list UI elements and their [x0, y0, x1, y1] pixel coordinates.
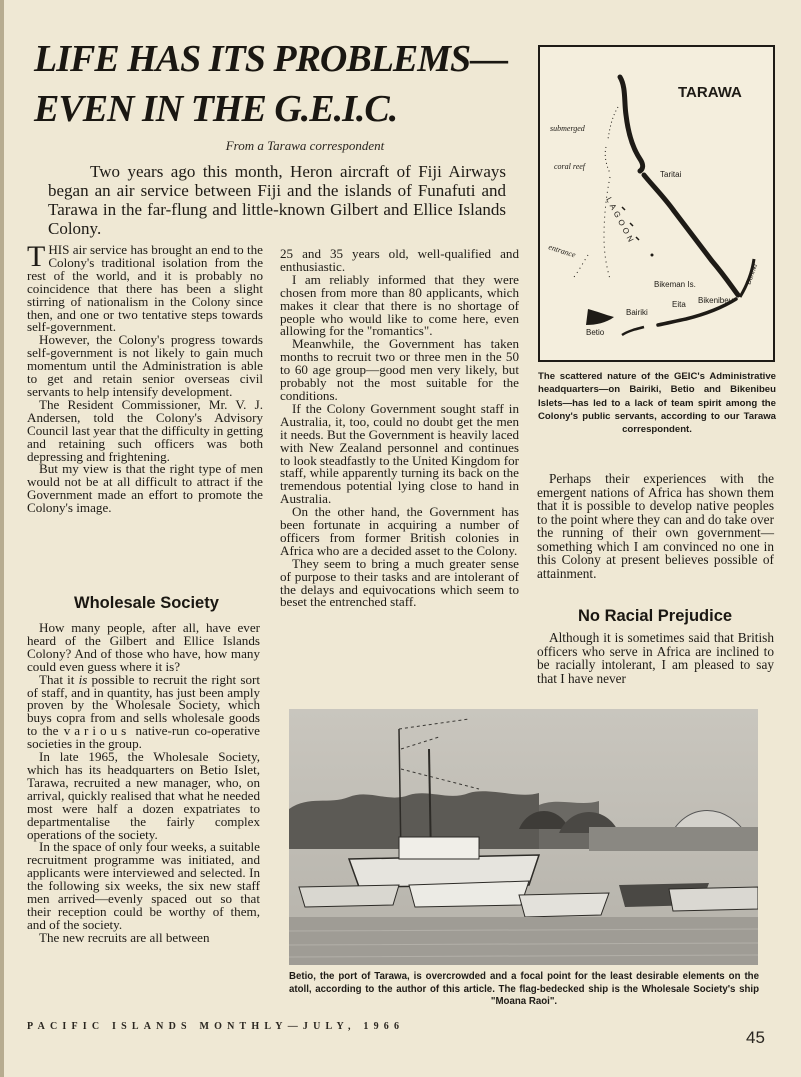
map-label-lagoon: LAGOON	[604, 195, 637, 247]
paragraph: How many people, after all, have ever heard of the Gilbert and Ellice Islands Colony? And of those who have, how many could even guess where it is?	[27, 620, 260, 674]
west-reef	[574, 177, 610, 279]
article-title	[34, 34, 534, 134]
drop-cap: T	[27, 240, 46, 273]
paragraph: The Resident Commissioner, Mr. V. J. Andersen, told the Colony's Advisory Council last year that the difficulty in getting and retaining such officers was both depressing and frightening.	[27, 396, 263, 464]
map-label-coral-reef: coral reef	[554, 162, 586, 171]
paragraph: In late 1965, the Wholesale Society, which has its headquarters on Betio Islet, Tarawa, recruited a new manager, who, on arrival, quickly realised that what he needed most were half a dozen expatriates to departmentalise the fairly complex operations of the society.	[27, 749, 260, 842]
column-1-continued	[27, 622, 260, 945]
photo-drawing	[289, 709, 758, 965]
east-island-chain	[644, 175, 738, 295]
subheading-no-racial-prejudice: No Racial Prejudice	[578, 607, 733, 625]
paragraph: I am reliably informed that they were chosen from more than 80 applicants, which makes it clear that there is no shortage of people who would like to come here, even allowing for the "romantics".	[280, 271, 519, 339]
title-line-2: EVEN IN THE G.E.I.C.	[34, 88, 398, 130]
bikeman-dot	[651, 254, 654, 257]
south-islets	[622, 327, 644, 335]
paragraph: But my view is that the right type of men would not be at all difficult to attract if the Government made an effort to promote the Colony's image.	[27, 461, 263, 516]
paragraph: The new recruits are all between	[39, 929, 210, 945]
map-label-eita: Eita	[672, 300, 686, 309]
paragraph: That it is possible to recruit the right sort of staff, and in quantity, has just been amply proven by the Wholesale Society, which buys copra from and sells wholesale goods to the various native-run co-operative societies in the group.	[27, 671, 260, 752]
column-1	[27, 240, 263, 516]
harbour-photo	[289, 709, 758, 965]
map-label-bairiki: Bairiki	[626, 308, 648, 317]
paragraph: In the space of only four weeks, a suitable recruitment programme was initiated, and applicants were interviewed and selected. In the following six weeks, the six new staff men arrived—evenly spaced out so that their reception could be worthy of them, and of the society.	[27, 839, 260, 932]
paragraph: If the Colony Government sought staff in Australia, it, too, could no doubt get the men it needs. But the Government is heavily laced with New Zealand personnel and continues to look steadfastly to the United Kingdom for staff, while apparently turning its back on the tremendous potential lying close to hand in Australia.	[280, 400, 519, 507]
map-label-submerged: submerged	[550, 124, 585, 133]
map-label-bikeman: Bikeman Is.	[654, 280, 696, 289]
paragraph: 25 and 35 years old, well-qualified and enthusiastic.	[280, 246, 519, 274]
tarawa-map	[538, 45, 775, 362]
byline: From a Tarawa correspondent	[225, 138, 385, 153]
paragraph: Although it is sometimes said that British officers who serve in Africa are inclined to be racially intolerant, I am pleased to say that I have never	[537, 630, 774, 686]
intro-paragraph: Two years ago this month, Heron aircraft of Fiji Airways began an air service between Fiji and the islands of Funafuti and Tarawa in the far-flung and little-known Gilbert and Ellice Islands Colony.	[48, 162, 506, 238]
paragraph: On the other hand, the Government has been fortunate in acquiring a number of officers from former British colonies in Africa who are a decided asset to the Colony.	[280, 504, 519, 558]
subheading-wholesale-society: Wholesale Society	[74, 594, 219, 612]
map-label-bonriki: Bonriki	[745, 263, 760, 286]
map-label-entrance: entrance	[547, 242, 577, 260]
paragraph: THIS air service has brought an end to the Colony's traditional isolation from the rest of the world, and it is probably no coincidence that there has been a slight stirring of nationalism in the Colony since then, and one or two tentative steps towards self-government.	[27, 240, 263, 335]
photo-caption: Betio, the port of Tarawa, is overcrowded and a focal point for the least desirable elements on the atoll, according to the author of this article. The flag-bedecked ship is the Wholesale Society's ship "Moana Raoi".	[289, 971, 759, 1007]
map-label-bikenibeu: Bikenibeu	[698, 296, 734, 305]
page-edge-shadow	[0, 0, 4, 1077]
paragraph: However, the Colony's progress towards self-government is not likely to gain much momentum until the Administration is able to get and retain senior overseas civil servants to help intensify development.	[27, 332, 263, 399]
paragraph: They seem to bring a much greater sense of purpose to their tasks and are intolerant of the delays and equivocations which seem to beset the entrenched staff.	[280, 555, 519, 610]
north-reef-dots	[605, 107, 618, 173]
betio-islet	[586, 309, 614, 325]
column-3	[537, 472, 774, 580]
page-number: 45	[746, 1028, 765, 1047]
paragraph: Perhaps their experiences with the emergent nations of Africa has shown them that it is possible to develop native peoples to the point where they can and do take over the running of their own government—something which I am convinced no one in this Colony at present believes possible of attainment.	[537, 471, 774, 581]
north-island-strip	[620, 77, 643, 171]
map-title: TARAWA	[678, 84, 742, 101]
map-caption: The scattered nature of the GEIC's Administrative headquarters—on Bairiki, Betio and Bikenibeu Islets—has led to a lack of team spirit among the Colony's public servants, according to our Tarawa correspondent.	[538, 371, 776, 436]
map-label-taritai: Taritai	[660, 170, 682, 179]
title-line-1: LIFE HAS ITS PROBLEMS—	[34, 38, 508, 80]
map-label-betio: Betio	[586, 328, 605, 337]
running-footer: PACIFIC ISLANDS MONTHLY—JULY, 1966	[27, 1021, 405, 1032]
paragraph: Meanwhile, the Government has taken months to recruit two or three men in the 50 to 60 age group—good men very likely, but probably not the most suitable for the conditions.	[280, 336, 519, 403]
column-3-continued	[537, 631, 774, 685]
map-drawing	[540, 47, 773, 360]
column-2	[280, 248, 519, 609]
